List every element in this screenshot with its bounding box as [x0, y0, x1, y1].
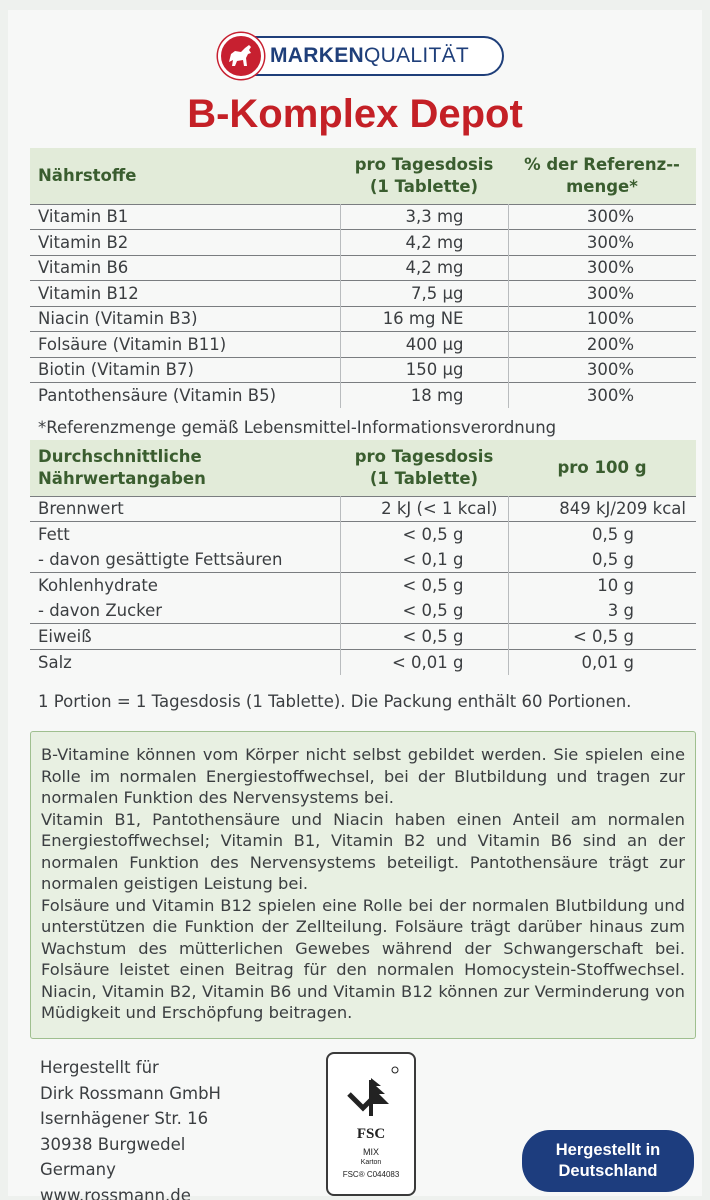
table-row: Niacin (Vitamin B3) 16 mg NE 100% [30, 306, 696, 332]
website-link[interactable]: www.rossmann.de [40, 1185, 191, 1200]
package-back [8, 10, 702, 1200]
health-claims-box [30, 731, 696, 1039]
brand-badge [222, 36, 504, 76]
table-row: Fett < 0,5 g 0,5 g [30, 522, 696, 548]
manufacturer-address: Hergestellt für Dirk Rossmann GmbH Isernhägener Str. 16 30938 Burgwedel Germany www.rossmann.de [40, 1055, 221, 1200]
info-paragraph: Folsäure und Vitamin B12 spielen eine Rolle bei der normalen Blutbildung und unterstützen die Funktion der Zellteilung. Folsäure trägt darüber hinaus zum Wachstum des mütterlichen Gewebes während der Schwangerschaft bei. Folsäure leistet einen Beitrag für den normalen Homocystein-Stoffwechsel. Niacin, Vitamin B2, Vitamin B6 und Vitamin B12 können zur Verminderung von Müdigkeit und Erschöpfung beitragen. [41, 895, 685, 1022]
nutrients-table [30, 148, 696, 408]
table-row: Salz < 0,01 g 0,01 g [30, 649, 696, 675]
table-header [30, 148, 696, 204]
table-row: Pantothensäure (Vitamin B5) 18 mg 300% [30, 383, 696, 409]
footnote: *Referenzmenge gemäß Lebensmittel-Informationsverordnung [38, 418, 557, 437]
table-header [30, 440, 696, 496]
table-row: Vitamin B6 4,2 mg 300% [30, 255, 696, 281]
table-row: Biotin (Vitamin B7) 150 µg 300% [30, 357, 696, 383]
nutrition-table [30, 440, 696, 675]
header-nutrition: Durchschnittliche Nährwertangaben [38, 446, 206, 488]
header-reference: % der Referenz-- menge* [524, 154, 680, 196]
made-in-germany-badge: Hergestellt in Deutschland [522, 1130, 694, 1192]
table-row: Vitamin B2 4,2 mg 300% [30, 230, 696, 256]
header-per-dose: pro Tagesdosis (1 Tablette) [354, 154, 494, 196]
portion-note: 1 Portion = 1 Tagesdosis (1 Tablette). Die Packung enthält 60 Portionen. [38, 692, 632, 711]
fsc-tree-icon [341, 1064, 401, 1124]
table-row: - davon Zucker < 0,5 g 3 g [30, 598, 696, 624]
table-row: Eiweiß < 0,5 g < 0,5 g [30, 624, 696, 650]
horse-logo-icon [218, 33, 264, 79]
info-paragraph: B-Vitamine können vom Körper nicht selbst gebildet werden. Sie spielen eine Rolle im normalen Energiestoffwechsel, bei der Blutbildung und tragen zur normalen Funktion des Nervensystems bei. [41, 745, 685, 807]
table-row: Kohlenhydrate < 0,5 g 10 g [30, 573, 696, 599]
product-title: B-Komplex Depot [187, 92, 523, 136]
fsc-label: FSC MIX Karton FSC® C044083 [326, 1052, 416, 1196]
info-paragraph: Vitamin B1, Pantothensäure und Niacin haben einen Anteil am normalen Energiestoffwechsel; Vitamin B1, Vitamin B2 und Vitamin B6 sind an der normalen Funktion des Nervensystems beteiligt. Pantothensäure trägt zur normalen geistigen Leistung bei. [41, 809, 685, 893]
brand-text: MARKENQUALITÄT [270, 44, 470, 67]
header-per-100g: pro 100 g [557, 457, 647, 477]
table-row: Brennwert 2 kJ (< 1 kcal) 849 kJ/209 kcal [30, 496, 696, 522]
header-per-dose: pro Tagesdosis (1 Tablette) [354, 446, 494, 488]
table-row: Folsäure (Vitamin B11) 400 µg 200% [30, 332, 696, 358]
header-nutrients: Nährstoffe [38, 165, 137, 185]
table-row: Vitamin B12 7,5 µg 300% [30, 281, 696, 307]
table-row: Vitamin B1 3,3 mg 300% [30, 204, 696, 230]
table-row: - davon gesättigte Fettsäuren < 0,1 g 0,5 g [30, 547, 696, 573]
